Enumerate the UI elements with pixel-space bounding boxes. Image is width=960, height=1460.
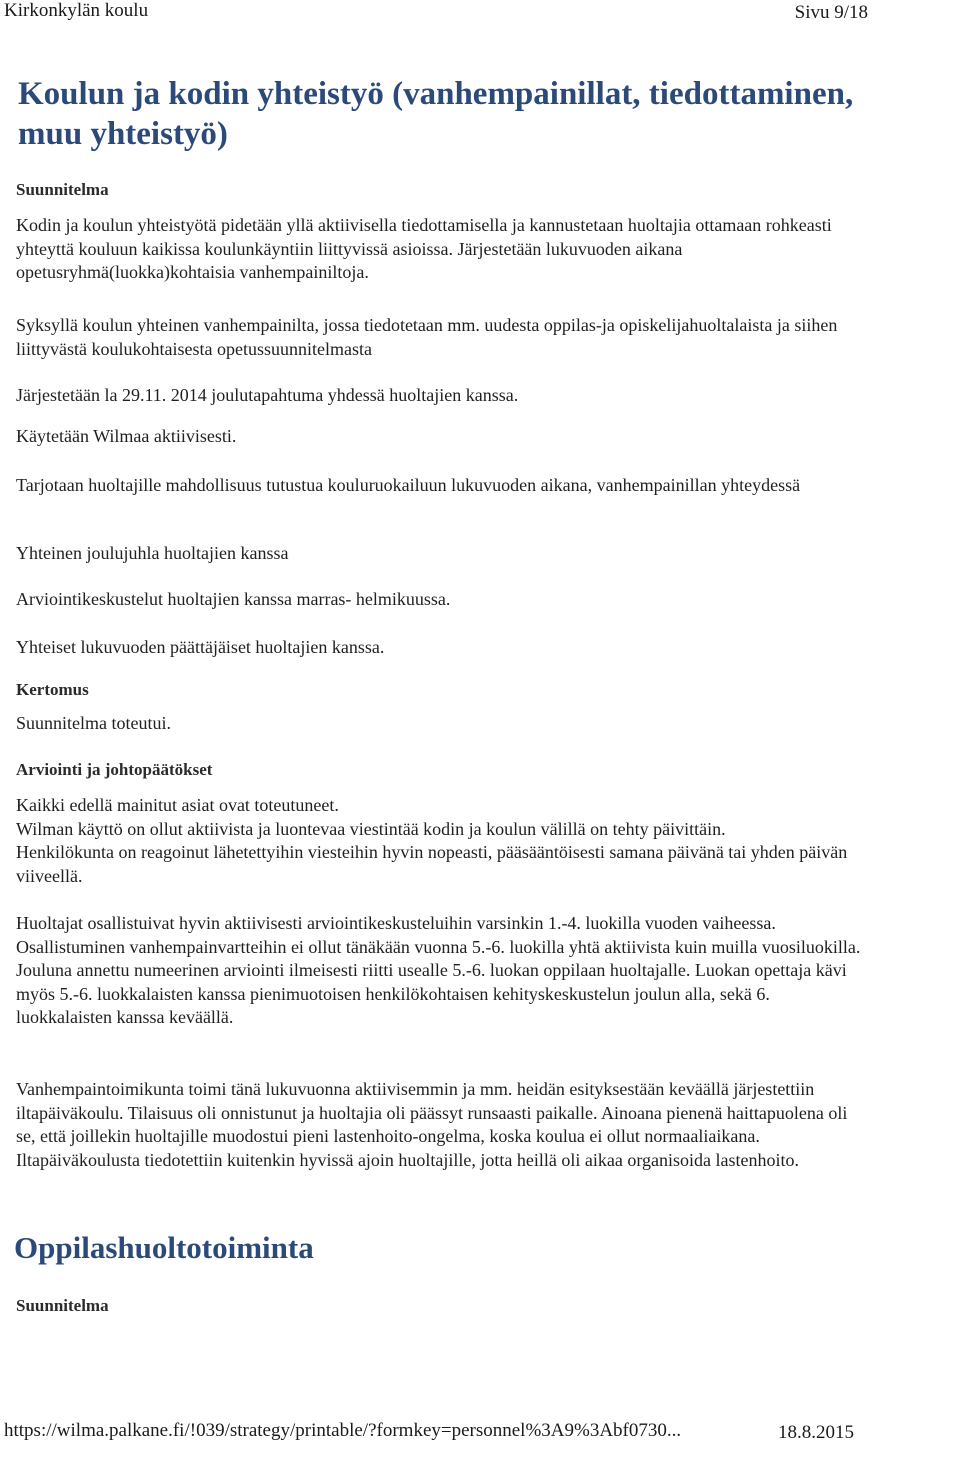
evaluation-paragraph [16,912,866,1030]
report-heading: Kertomus [16,680,89,699]
footer-date: 18.8.2015 [778,1422,854,1443]
evaluation-paragraph-3: Vanhempaintoimikunta toimi tänä lukuvuonna aktiivisemmin ja mm. heidän esityksestään keväällä järjestettiin iltapäiväkoulu. Tilaisuus oli onnistunut ja huoltajia oli päässyt runsaasti paikalle. Ainoana pienenä haittapuolena oli se, että joillekin huoltajille muodostui pieni lastenhoito-ongelma, koska koulua ei ollut normaaliaikana. Iltapäiväkoulusta tiedotettiin kuitenkin hyvissä ajoin huoltajille, jotta heillä oli aikaa organisoida lastenhoito. [16,1079,848,1170]
evaluation-paragraph-2: Huoltajat osallistuivat hyvin aktiivisesti arviointikeskusteluihin varsinkin 1.-4. luokilla vuoden vaiheessa. Osallistuminen vanhempainvartteihin ei ollut tänäkään vuonna 5.-6. luokilla yhtä aktiivista kuin muilla vuosiluokilla. Jouluna annettu numeerinen arviointi ilmeisesti riitti usealle 5.-6. luokan oppilaan huoltajalle. Luokan opettaja kävi myös 5.-6. luokkalaisten kanssa pienimuotoisen henkilökohtaisen kehityskeskustelun joulun alla, sekä 6. luokkalaisten kanssa keväällä. [16,913,861,1027]
plan-paragraph [16,474,866,498]
plan-paragraph [16,314,866,361]
school-name: Kirkonkylän koulu [4,0,149,21]
evaluation-paragraph [16,794,866,888]
plan-paragraph-7: Arviointikeskustelut huoltajien kanssa marras- helmikuussa. [16,589,451,609]
plan-paragraph [16,542,866,566]
evaluation-line-3: Henkilökunta on reagoinut lähetettyihin viesteihin hyvin nopeasti, pääsääntöisesti samana päivänä tai yhden päivän viiveellä. [16,842,848,886]
report-paragraph [16,712,866,736]
plan-heading: Suunnitelma [16,180,109,199]
plan-paragraph [16,425,866,449]
plan-paragraph-2: Syksyllä koulun yhteinen vanhempainilta, jossa tiedotetaan mm. uudesta oppilas-ja opiskelijahuoltalaista ja siihen liittyvästä koulukohtaisesta opetussuunnitelmasta [16,315,838,359]
evaluation-paragraph [16,1078,866,1172]
evaluation-line-2: Wilman käyttö on ollut aktiivista ja luontevaa viestintää kodin ja koulun välillä on tehty päivittäin. [16,818,726,839]
plan-paragraph-3: Järjestetään la 29.11. 2014 joulutapahtuma yhdessä huoltajien kanssa. [16,385,519,405]
plan-paragraph-4: Käytetään Wilmaa aktiivisesti. [16,426,237,446]
report-paragraph-1: Suunnitelma toteutui. [16,713,171,733]
section-title-student-welfare: Oppilashuoltotoiminta [14,1230,314,1265]
evaluation-heading: Arviointi ja johtopäätökset [16,760,213,779]
plan-heading: Suunnitelma [16,1296,109,1315]
plan-paragraph-1: Kodin ja koulun yhteistyötä pidetään yllä aktiivisella tiedottamisella ja kannustetaan huoltajia ottamaan rohkeasti yhteyttä kouluun kaikissa koulunkäyntiin liittyvissä asioissa. Järjestetään lukuvuoden aikana opetusryhmä(luokka)kohtaisia vanhempainiltoja. [16,215,832,282]
plan-paragraph-5: Tarjotaan huoltajille mahdollisuus tutustua kouluruokailuun lukuvuoden aikana, vanhempainillan yhteydessä [16,475,801,495]
page-number: Sivu 9/18 [794,2,868,23]
plan-paragraph [16,214,866,285]
plan-paragraph-6: Yhteinen joulujuhla huoltajien kanssa [16,543,289,563]
footer-url: https://wilma.palkane.fi/!039/strategy/printable/?formkey=personnel%3A9%3Abf0730... [4,1420,682,1441]
evaluation-line-1: Kaikki edellä mainitut asiat ovat toteutuneet. [16,795,339,815]
plan-paragraph [16,636,866,660]
plan-paragraph [16,588,866,612]
section-title-cooperation: Koulun ja kodin yhteistyö (vanhempainillat, tiedottaminen, muu yhteistyö) [18,76,854,152]
plan-paragraph-8: Yhteiset lukuvuoden päättäjäiset huoltajien kanssa. [16,637,385,657]
plan-paragraph [16,384,866,408]
